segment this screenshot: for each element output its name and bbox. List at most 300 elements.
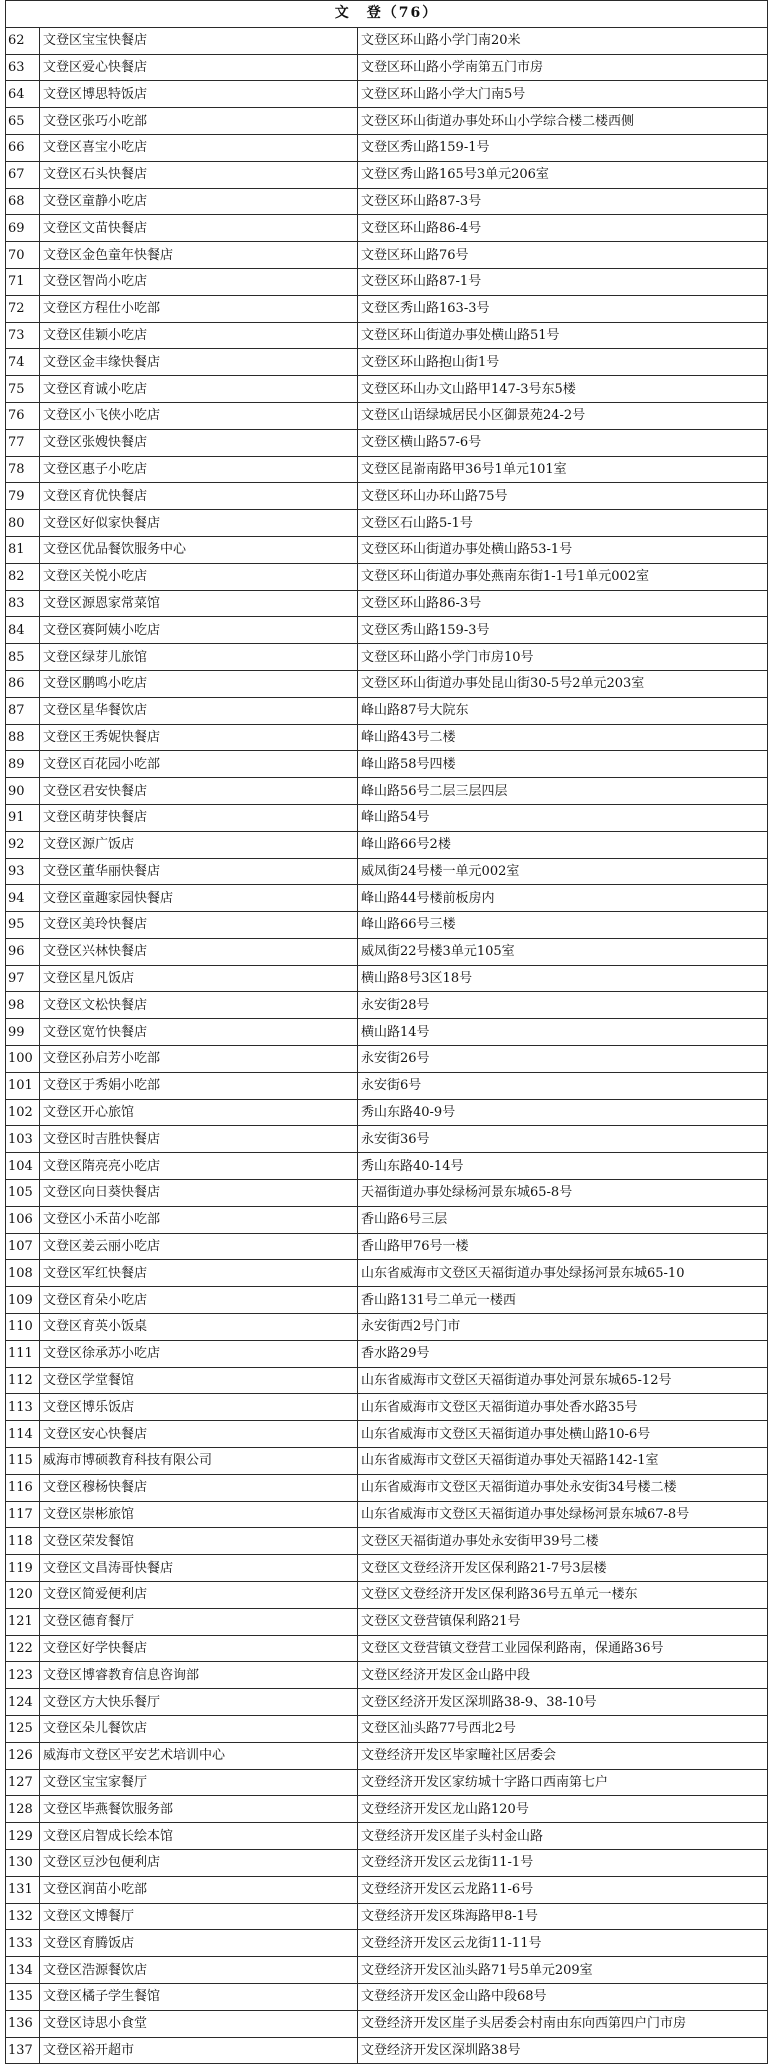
business-address: 文登区汕头路77号西北2号 [358,1716,768,1743]
business-name: 文登区萌芽快餐店 [40,804,358,831]
table-row [6,1448,768,1475]
table-row [6,724,768,751]
table-row [6,1662,768,1689]
business-address: 香山路6号三层 [358,1206,768,1233]
business-address: 文登区环山街道办事处横山路53-1号 [358,536,768,563]
table-row [6,1742,768,1769]
business-name: 文登区源恩家常菜馆 [40,590,358,617]
business-name: 文登区博睿教育信息咨询部 [40,1662,358,1689]
business-address: 峰山路43号二楼 [358,724,768,751]
business-name: 文登区姜云丽小吃店 [40,1233,358,1260]
table-row [6,1260,768,1287]
table-row [6,215,768,242]
business-address: 横山路14号 [358,1019,768,1046]
business-address: 文登经济开发区家纺城十字路口西南第七户 [358,1769,768,1796]
row-number: 134 [6,1957,40,1984]
row-number: 124 [6,1689,40,1716]
business-address: 香水路29号 [358,1340,768,1367]
business-address: 文登区环山路87-3号 [358,188,768,215]
row-number: 100 [6,1046,40,1073]
row-number: 85 [6,644,40,671]
table-row [6,1206,768,1233]
row-number: 136 [6,2010,40,2037]
business-address: 峰山路54号 [358,804,768,831]
business-address: 文登区石山路5-1号 [358,510,768,537]
business-address: 香山路131号二单元一楼西 [358,1287,768,1314]
table-row [6,1233,768,1260]
business-address: 永安街6号 [358,1072,768,1099]
business-address: 山东省威海市文登区天福街道办事处天福路142-1室 [358,1448,768,1475]
business-name: 文登区育诚小吃店 [40,376,358,403]
business-name: 文登区穆杨快餐店 [40,1474,358,1501]
row-number: 96 [6,938,40,965]
row-number: 79 [6,483,40,510]
business-address: 文登经济开发区崖子头村金山路 [358,1823,768,1850]
business-name: 文登区毕燕餐饮服务部 [40,1796,358,1823]
business-address: 文登区环山路小学门南20米 [358,27,768,54]
table-row [6,1394,768,1421]
row-number: 95 [6,912,40,939]
business-name: 文登区张嫂快餐店 [40,429,358,456]
business-address: 峰山路44号楼前板房内 [358,885,768,912]
business-address: 文登经济开发区云龙街11-1号 [358,1849,768,1876]
row-number: 127 [6,1769,40,1796]
business-name: 文登区启智成长绘本馆 [40,1823,358,1850]
row-number: 115 [6,1448,40,1475]
business-name: 文登区董华丽快餐店 [40,858,358,885]
table-row [6,617,768,644]
business-name: 文登区博思特饭店 [40,81,358,108]
table-row [6,295,768,322]
row-number: 92 [6,831,40,858]
table-row [6,188,768,215]
table-row [6,1983,768,2010]
row-number: 67 [6,161,40,188]
business-name: 文登区荣发餐馆 [40,1528,358,1555]
business-address: 文登经济开发区毕家疃社区居委会 [358,1742,768,1769]
business-address: 文登经济开发区龙山路120号 [358,1796,768,1823]
business-name: 文登区浩源餐饮店 [40,1957,358,1984]
table-row [6,1072,768,1099]
business-name: 文登区朵儿餐饮店 [40,1716,358,1743]
row-number: 129 [6,1823,40,1850]
table-row [6,268,768,295]
business-address: 峰山路66号2楼 [358,831,768,858]
business-name: 文登区育朵小吃店 [40,1287,358,1314]
table-row [6,938,768,965]
table-row [6,322,768,349]
business-name: 文登区安心快餐店 [40,1421,358,1448]
business-name: 文登区张巧小吃部 [40,108,358,135]
table-row [6,644,768,671]
table-row [6,1099,768,1126]
business-address: 文登区横山路57-6号 [358,429,768,456]
table-row [6,1421,768,1448]
table-row [6,2010,768,2037]
table-row [6,912,768,939]
business-name: 文登区德育餐厅 [40,1608,358,1635]
row-number: 76 [6,402,40,429]
business-name: 威海市文登区平安艺术培训中心 [40,1742,358,1769]
row-number: 126 [6,1742,40,1769]
row-number: 74 [6,349,40,376]
table-row [6,1608,768,1635]
business-name: 文登区学堂餐馆 [40,1367,358,1394]
row-number: 117 [6,1501,40,1528]
business-name: 文登区佳颖小吃店 [40,322,358,349]
row-number: 112 [6,1367,40,1394]
business-address: 秀山东路40-14号 [358,1153,768,1180]
table-row [6,1367,768,1394]
business-name: 文登区宝宝家餐厅 [40,1769,358,1796]
business-name: 文登区裕开超市 [40,2037,358,2064]
business-name: 文登区隋亮亮小吃店 [40,1153,358,1180]
row-number: 69 [6,215,40,242]
business-address: 文登区秀山路159-3号 [358,617,768,644]
business-name: 文登区源广饭店 [40,831,358,858]
business-name: 文登区育优快餐店 [40,483,358,510]
row-number: 71 [6,268,40,295]
table-row [6,885,768,912]
row-number: 80 [6,510,40,537]
registry-sheet [5,0,767,2064]
row-number: 91 [6,804,40,831]
row-number: 137 [6,2037,40,2064]
table-row [6,965,768,992]
business-name: 文登区向日葵快餐店 [40,1180,358,1207]
row-number: 70 [6,242,40,269]
table-title: 文 登（76） [6,1,768,28]
business-address: 山东省威海市文登区天福街道办事处河景东城65-12号 [358,1367,768,1394]
table-row [6,1287,768,1314]
row-number: 86 [6,670,40,697]
table-body [6,27,768,2064]
row-number: 64 [6,81,40,108]
row-number: 77 [6,429,40,456]
business-address: 文登区经济开发区金山路中段 [358,1662,768,1689]
row-number: 123 [6,1662,40,1689]
business-name: 文登区君安快餐店 [40,778,358,805]
business-name: 文登区优品餐饮服务中心 [40,536,358,563]
row-number: 75 [6,376,40,403]
table-row [6,858,768,885]
table-row [6,1796,768,1823]
table-row [6,349,768,376]
business-address: 文登区环山街道办事处横山路51号 [358,322,768,349]
table-row [6,27,768,54]
business-address: 文登经济开发区云龙街11-11号 [358,1930,768,1957]
business-name: 文登区爱心快餐店 [40,54,358,81]
table-row [6,590,768,617]
row-number: 72 [6,295,40,322]
business-name: 文登区绿芽儿旅馆 [40,644,358,671]
business-name: 文登区豆沙包便利店 [40,1849,358,1876]
business-address: 文登区环山办环山路75号 [358,483,768,510]
business-address: 山东省威海市文登区天福街道办事处横山路10-6号 [358,1421,768,1448]
row-number: 73 [6,322,40,349]
business-name: 文登区时吉胜快餐店 [40,1126,358,1153]
table-row [6,242,768,269]
restaurant-table [5,0,768,2064]
business-name: 文登区方大快乐餐厅 [40,1689,358,1716]
table-row [6,1019,768,1046]
row-number: 105 [6,1180,40,1207]
table-row [6,1582,768,1609]
table-row [6,456,768,483]
table-row [6,563,768,590]
row-number: 68 [6,188,40,215]
business-name: 文登区小禾苗小吃部 [40,1206,358,1233]
business-address: 秀山东路40-9号 [358,1099,768,1126]
business-name: 文登区于秀娟小吃部 [40,1072,358,1099]
table-row [6,1849,768,1876]
table-row [6,108,768,135]
business-address: 天福街道办事处绿杨河景东城65-8号 [358,1180,768,1207]
row-number: 101 [6,1072,40,1099]
table-row [6,1876,768,1903]
table-row [6,1501,768,1528]
business-address: 文登区环山路抱山街1号 [358,349,768,376]
business-address: 文登区环山路小学南第五门市房 [358,54,768,81]
table-row [6,1528,768,1555]
business-name: 文登区方程仕小吃部 [40,295,358,322]
business-address: 文登区秀山路159-1号 [358,134,768,161]
business-name: 文登区文博餐厅 [40,1903,358,1930]
row-number: 97 [6,965,40,992]
table-row [6,804,768,831]
business-name: 文登区开心旅馆 [40,1099,358,1126]
table-row [6,536,768,563]
row-number: 89 [6,751,40,778]
business-name: 文登区宽竹快餐店 [40,1019,358,1046]
table-row [6,1716,768,1743]
business-name: 文登区惠子小吃店 [40,456,358,483]
business-name: 文登区文苗快餐店 [40,215,358,242]
business-address: 文登区环山街道办事处昆山街30-5号2单元203室 [358,670,768,697]
business-address: 文登区秀山路165号3单元206室 [358,161,768,188]
row-number: 133 [6,1930,40,1957]
row-number: 119 [6,1555,40,1582]
table-row [6,831,768,858]
business-address: 山东省威海市文登区天福街道办事处绿扬河景东城65-10 [358,1260,768,1287]
business-name: 文登区王秀妮快餐店 [40,724,358,751]
business-name: 文登区橘子学生餐馆 [40,1983,358,2010]
business-name: 文登区童趣家园快餐店 [40,885,358,912]
business-name: 文登区博乐饭店 [40,1394,358,1421]
business-address: 文登区天福街道办事处永安街甲39号二楼 [358,1528,768,1555]
business-address: 文登区环山街道办事处燕南东街1-1号1单元002室 [358,563,768,590]
business-address: 文登区昆嵛南路甲36号1单元101室 [358,456,768,483]
row-number: 113 [6,1394,40,1421]
table-row [6,54,768,81]
business-name: 威海市博硕教育科技有限公司 [40,1448,358,1475]
business-name: 文登区小飞侠小吃店 [40,402,358,429]
business-name: 文登区诗思小食堂 [40,2010,358,2037]
row-number: 121 [6,1608,40,1635]
business-name: 文登区星华餐饮店 [40,697,358,724]
table-row [6,992,768,1019]
table-row [6,134,768,161]
row-number: 109 [6,1287,40,1314]
business-address: 文登经济开发区崖子头居委会村南由东向西第四户门市房 [358,2010,768,2037]
business-address: 山东省威海市文登区天福街道办事处绿杨河景东城67-8号 [358,1501,768,1528]
business-address: 永安街36号 [358,1126,768,1153]
row-number: 106 [6,1206,40,1233]
business-address: 永安街26号 [358,1046,768,1073]
business-address: 文登区环山路小学门市房10号 [358,644,768,671]
table-row [6,1903,768,1930]
business-address: 文登区环山街道办事处环山小学综合楼二楼西侧 [358,108,768,135]
table-row [6,1930,768,1957]
table-row [6,1474,768,1501]
business-address: 文登区文登经济开发区保利路21-7号3层楼 [358,1555,768,1582]
row-number: 78 [6,456,40,483]
business-name: 文登区好似家快餐店 [40,510,358,537]
table-row [6,751,768,778]
row-number: 107 [6,1233,40,1260]
row-number: 128 [6,1796,40,1823]
table-row [6,1314,768,1341]
table-row [6,429,768,456]
row-number: 62 [6,27,40,54]
row-number: 66 [6,134,40,161]
business-name: 文登区喜宝小吃店 [40,134,358,161]
table-row [6,483,768,510]
business-name: 文登区润苗小吃部 [40,1876,358,1903]
business-address: 横山路8号3区18号 [358,965,768,992]
business-address: 威凤街22号楼3单元105室 [358,938,768,965]
business-address: 永安街28号 [358,992,768,1019]
table-row [6,510,768,537]
business-name: 文登区徐承苏小吃店 [40,1340,358,1367]
business-address: 文登经济开发区深圳路38号 [358,2037,768,2064]
row-number: 63 [6,54,40,81]
row-number: 120 [6,1582,40,1609]
business-name: 文登区百花园小吃部 [40,751,358,778]
business-address: 峰山路58号四楼 [358,751,768,778]
table-row [6,1635,768,1662]
business-address: 峰山路87号大院东 [358,697,768,724]
row-number: 118 [6,1528,40,1555]
row-number: 65 [6,108,40,135]
business-address: 峰山路66号三楼 [358,912,768,939]
business-name: 文登区军红快餐店 [40,1260,358,1287]
business-address: 文登经济开发区珠海路甲8-1号 [358,1903,768,1930]
business-address: 山东省威海市文登区天福街道办事处香水路35号 [358,1394,768,1421]
business-address: 文登区文登经济开发区保利路36号五单元一楼东 [358,1582,768,1609]
row-number: 94 [6,885,40,912]
table-row [6,1823,768,1850]
business-address: 文登经济开发区金山路中段68号 [358,1983,768,2010]
table-row [6,161,768,188]
business-address: 香山路甲76号一楼 [358,1233,768,1260]
business-address: 峰山路56号二层三层四层 [358,778,768,805]
row-number: 84 [6,617,40,644]
table-row [6,1153,768,1180]
table-row [6,2037,768,2064]
table-row [6,1769,768,1796]
business-address: 山东省威海市文登区天福街道办事处永安街34号楼二楼 [358,1474,768,1501]
row-number: 88 [6,724,40,751]
table-row [6,81,768,108]
business-address: 文登区经济开发区深圳路38-9、38-10号 [358,1689,768,1716]
business-name: 文登区童静小吃店 [40,188,358,215]
business-name: 文登区关悦小吃店 [40,563,358,590]
row-number: 111 [6,1340,40,1367]
row-number: 125 [6,1716,40,1743]
business-name: 文登区金色童年快餐店 [40,242,358,269]
title-row [6,1,768,28]
business-name: 文登区育腾饭店 [40,1930,358,1957]
business-name: 文登区鹏鸣小吃店 [40,670,358,697]
business-name: 文登区赛阿姨小吃店 [40,617,358,644]
business-address: 文登经济开发区云龙路11-6号 [358,1876,768,1903]
row-number: 99 [6,1019,40,1046]
row-number: 116 [6,1474,40,1501]
business-name: 文登区金丰缘快餐店 [40,349,358,376]
business-name: 文登区石头快餐店 [40,161,358,188]
business-address: 文登区环山路86-4号 [358,215,768,242]
table-row [6,1555,768,1582]
table-row [6,670,768,697]
business-name: 文登区星凡饭店 [40,965,358,992]
table-row [6,376,768,403]
business-address: 文登区环山路87-1号 [358,268,768,295]
row-number: 81 [6,536,40,563]
business-name: 文登区简爱便利店 [40,1582,358,1609]
business-name: 文登区兴林快餐店 [40,938,358,965]
row-number: 83 [6,590,40,617]
business-name: 文登区好学快餐店 [40,1635,358,1662]
row-number: 132 [6,1903,40,1930]
business-address: 文登区文登营镇文登营工业园保利路南，保通路36号 [358,1635,768,1662]
business-name: 文登区智尚小吃店 [40,268,358,295]
row-number: 131 [6,1876,40,1903]
business-name: 文登区崇彬旅馆 [40,1501,358,1528]
business-name: 文登区文松快餐店 [40,992,358,1019]
business-address: 文登区环山路76号 [358,242,768,269]
business-name: 文登区美玲快餐店 [40,912,358,939]
table-row [6,1046,768,1073]
business-address: 文登区秀山路163-3号 [358,295,768,322]
row-number: 104 [6,1153,40,1180]
row-number: 110 [6,1314,40,1341]
table-row [6,697,768,724]
table-row [6,1340,768,1367]
row-number: 87 [6,697,40,724]
row-number: 135 [6,1983,40,2010]
business-address: 文登区山语绿城居民小区御景苑24-2号 [358,402,768,429]
business-name: 文登区孙启芳小吃部 [40,1046,358,1073]
row-number: 122 [6,1635,40,1662]
row-number: 93 [6,858,40,885]
row-number: 98 [6,992,40,1019]
business-address: 永安街西2号门市 [358,1314,768,1341]
table-row [6,1126,768,1153]
business-name: 文登区育英小饭桌 [40,1314,358,1341]
business-address: 文登区环山路小学大门南5号 [358,81,768,108]
business-address: 文登经济开发区汕头路71号5单元209室 [358,1957,768,1984]
business-address: 文登区环山路86-3号 [358,590,768,617]
table-row [6,1689,768,1716]
business-name: 文登区文昌涛哥快餐店 [40,1555,358,1582]
business-address: 文登区环山办文山路甲147-3号东5楼 [358,376,768,403]
table-row [6,402,768,429]
table-row [6,1957,768,1984]
business-address: 威凤街24号楼一单元002室 [358,858,768,885]
business-address: 文登区文登营镇保利路21号 [358,1608,768,1635]
row-number: 108 [6,1260,40,1287]
